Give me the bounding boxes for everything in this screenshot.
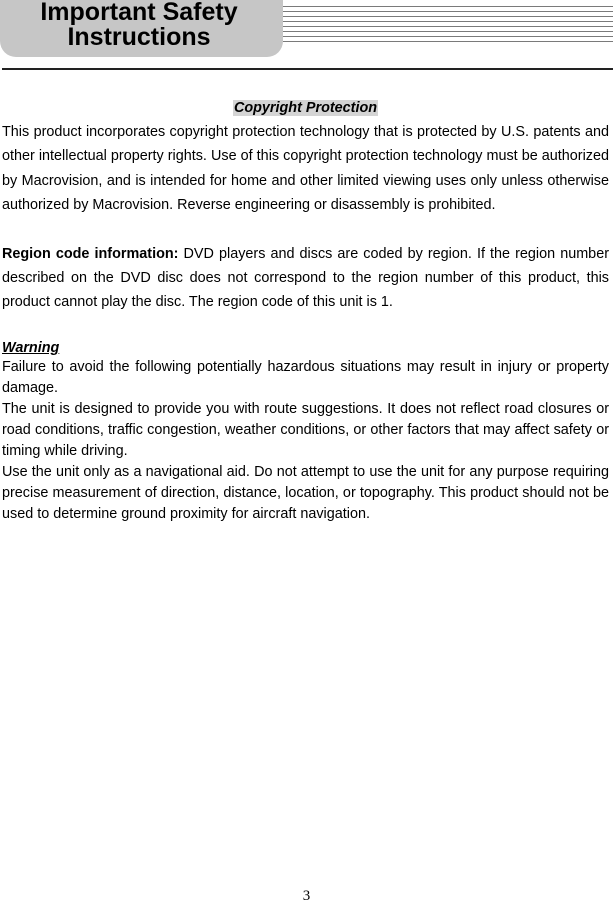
header-decorative-lines: [283, 6, 613, 46]
region-text: DVD players and discs are coded by region. If the region number described on the DVD disc does not correspond to the region number of this product, this product cannot play the disc. The region code of this unit is 1.: [2, 245, 609, 311]
copyright-paragraph: This product incorporates copyright protection technology that is protected by U.S. patents and other intellectual property rights. Use of this copyright protection technology must be authorized by Macrovision, and is intended for home and other limited viewing uses only unless otherwise authorized by Macrovision. Reverse engineering or disassembly is prohibited.: [2, 124, 609, 214]
header-tab: [0, 0, 283, 57]
warning-paragraph-2: The unit is designed to provide you with route suggestions. It does not reflect road closures or road conditions, traffic congestion, weather conditions, or other factors that may affect safety or timing while driving.: [2, 400, 609, 459]
warning-paragraph-1: Failure to avoid the following potentially hazardous situations may result in injury or property damage.: [2, 358, 609, 396]
region-label: Region code information:: [2, 245, 179, 262]
page-number: 3: [302, 888, 311, 904]
page-title: [8, 0, 270, 50]
warning-paragraph-3: Use the unit only as a navigational aid. Do not attempt to use the unit for any purpose requiring precise measurement of direction, distance, location, or topography. This product should not be used to determine ground proximity for aircraft navigation.: [2, 463, 609, 522]
page-title-line-2: Instructions: [67, 23, 211, 51]
warning-heading: Warning: [2, 339, 60, 356]
page-title-line-1: Important Safety: [40, 0, 238, 26]
spacer: [2, 315, 609, 339]
page-content: [2, 96, 609, 525]
copyright-heading-text: Copyright Protection: [233, 100, 378, 116]
region-paragraph: [2, 242, 609, 315]
copyright-heading: [2, 96, 609, 120]
spacer: [2, 218, 609, 242]
header-divider: [2, 68, 613, 70]
